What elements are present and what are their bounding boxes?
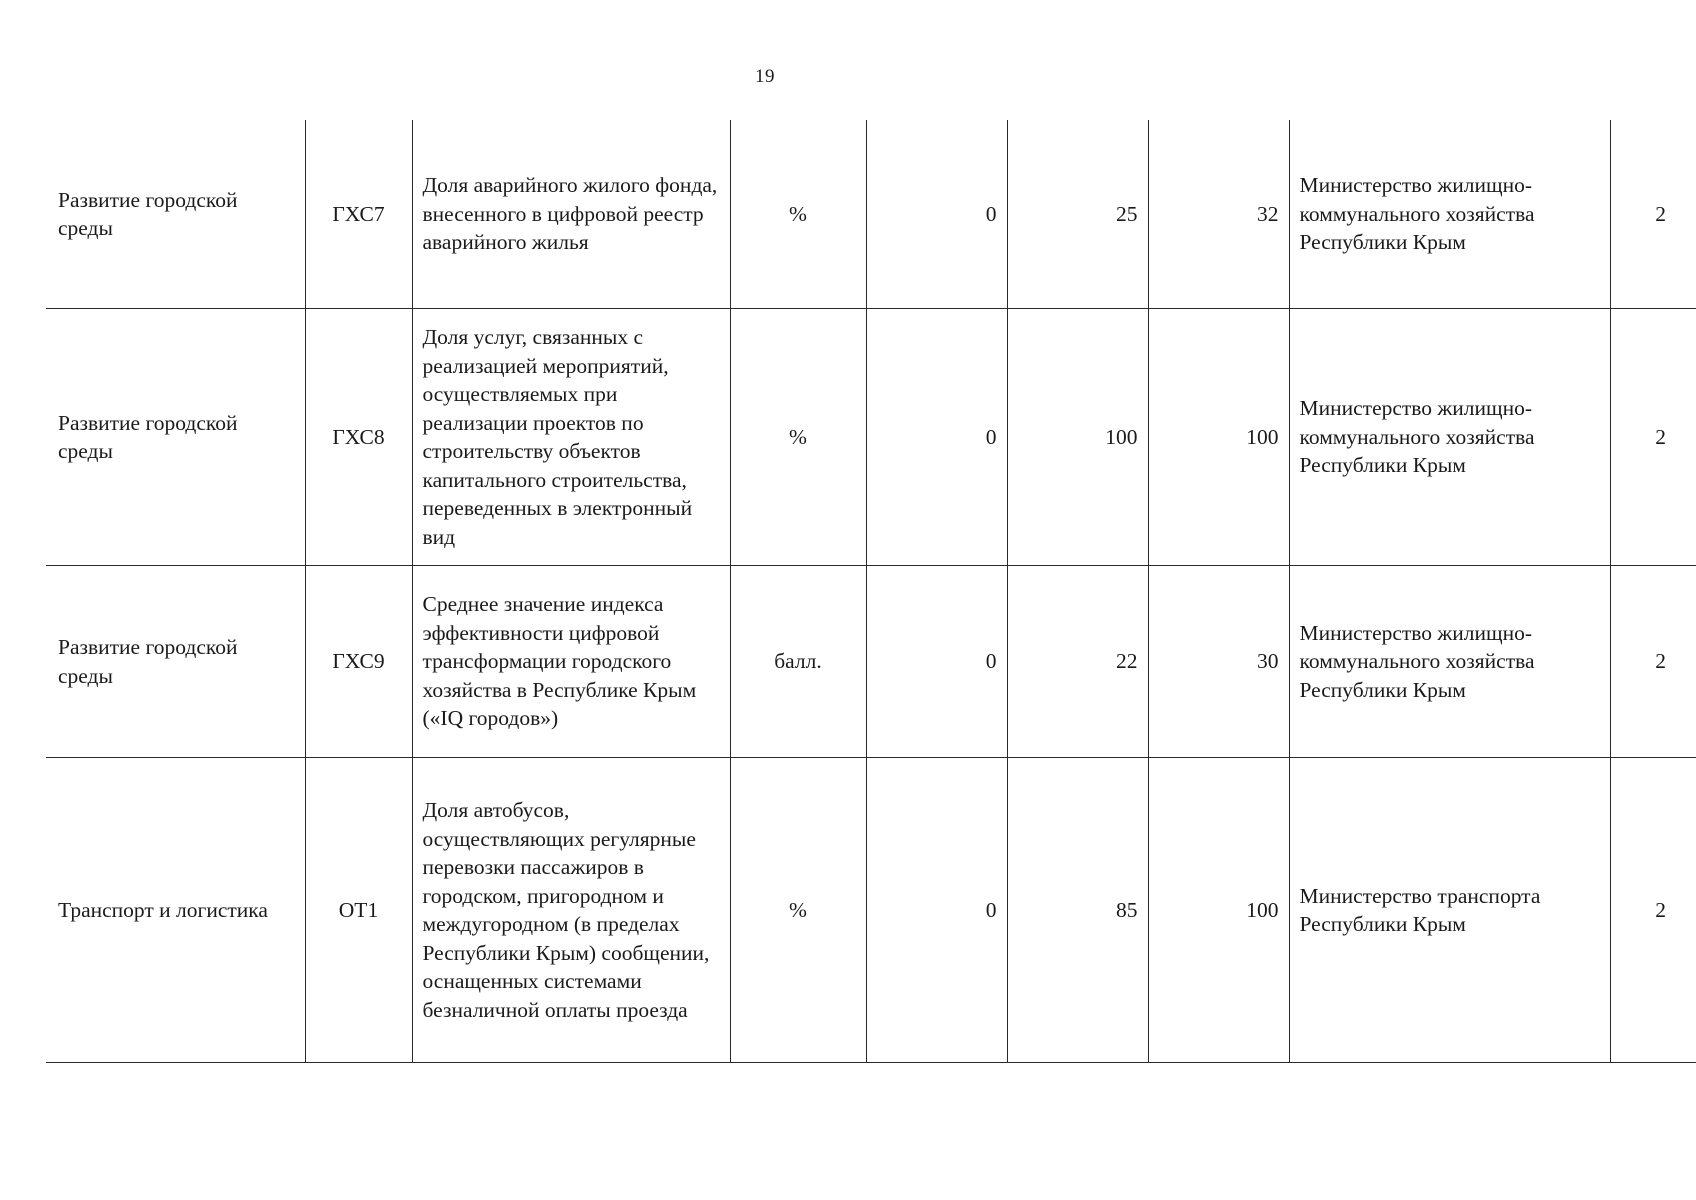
last-column-cell: 2 [1610, 120, 1696, 309]
page-number: 19 [755, 66, 775, 87]
unit-cell: % [730, 309, 866, 566]
description-cell: Доля услуг, связанных с реализацией мероприятий, осуществляемых при реализации проектов по строительству объектов капитального строительства, переведенных в электронный вид [412, 309, 730, 566]
mid-value-cell: 25 [1007, 120, 1148, 309]
code-cell: ГХС9 [305, 566, 412, 758]
responsible-cell: Министерство жилищно-коммунального хозяйства Республики Крым [1289, 566, 1610, 758]
last-column-cell: 2 [1610, 566, 1696, 758]
description-cell: Среднее значение индекса эффективности цифровой трансформации городского хозяйства в Республике Крым («IQ городов») [412, 566, 730, 758]
target-value-cell: 100 [1148, 309, 1289, 566]
last-column-cell: 2 [1610, 309, 1696, 566]
area-cell: Развитие городской среды [46, 566, 305, 758]
base-value-cell: 0 [866, 120, 1007, 309]
target-value-cell: 100 [1148, 758, 1289, 1063]
responsible-cell: Министерство жилищно-коммунального хозяйства Республики Крым [1289, 120, 1610, 309]
table-row [46, 309, 1696, 566]
mid-value-cell: 85 [1007, 758, 1148, 1063]
last-column-cell: 2 [1610, 758, 1696, 1063]
target-value-cell: 32 [1148, 120, 1289, 309]
table-row [46, 758, 1696, 1063]
base-value-cell: 0 [866, 309, 1007, 566]
responsible-cell: Министерство жилищно-коммунального хозяйства Республики Крым [1289, 309, 1610, 566]
indicators-table [46, 120, 1696, 1063]
table-row [46, 566, 1696, 758]
mid-value-cell: 100 [1007, 309, 1148, 566]
area-cell: Развитие городской среды [46, 309, 305, 566]
code-cell: ОТ1 [305, 758, 412, 1063]
description-cell: Доля автобусов, осуществляющих регулярные перевозки пассажиров в городском, пригородном и междугородном (в пределах Республики Крым) сообщении, оснащенных системами безналичной оплаты проезда [412, 758, 730, 1063]
target-value-cell: 30 [1148, 566, 1289, 758]
code-cell: ГХС8 [305, 309, 412, 566]
code-cell: ГХС7 [305, 120, 412, 309]
unit-cell: балл. [730, 566, 866, 758]
base-value-cell: 0 [866, 566, 1007, 758]
mid-value-cell: 22 [1007, 566, 1148, 758]
unit-cell: % [730, 120, 866, 309]
unit-cell: % [730, 758, 866, 1063]
table-row [46, 120, 1696, 309]
base-value-cell: 0 [866, 758, 1007, 1063]
area-cell: Транспорт и логистика [46, 758, 305, 1063]
responsible-cell: Министерство транспорта Республики Крым [1289, 758, 1610, 1063]
description-cell: Доля аварийного жилого фонда, внесенного в цифровой реестр аварийного жилья [412, 120, 730, 309]
area-cell: Развитие городской среды [46, 120, 305, 309]
